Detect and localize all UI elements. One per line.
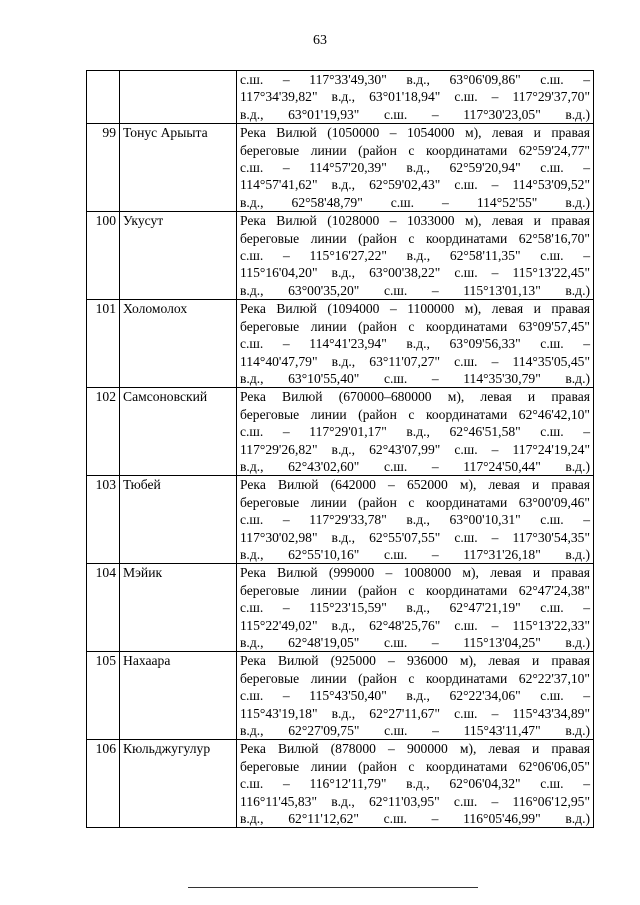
description-line: 116°11'45,83" в.д., 62°11'03,95" с.ш. – 116°06'12,95": [240, 793, 590, 809]
description-line: 117°29'26,82" в.д., 62°43'07,99" с.ш. – 117°24'19,24": [240, 441, 590, 457]
description-line: 117°30'02,98" в.д., 62°55'07,55" с.ш. – 117°30'54,35": [240, 529, 590, 545]
row-number: 100: [87, 212, 120, 300]
description-line: 115°16'04,20" в.д., 63°00'38,22" с.ш. – 115°13'22,45": [240, 265, 590, 281]
row-number: 106: [87, 740, 120, 828]
site-name: [120, 71, 237, 124]
description-line: в.д., 62°43'02,60" с.ш. – 117°24'50,44" в.д.): [240, 458, 590, 474]
description-line: с.ш. – 116°12'11,79" в.д., 62°06'04,32" с.ш. –: [240, 776, 590, 792]
row-number: 105: [87, 652, 120, 740]
description-line: Река Вилюй (1050000 – 1054000 м), левая и правая: [240, 125, 590, 141]
site-description: [237, 388, 594, 476]
description-line: 114°40'47,79" в.д., 63°11'07,27" с.ш. – 114°35'05,45": [240, 353, 590, 369]
description-line: в.д., 63°10'55,40" с.ш. – 114°35'30,79" в.д.): [240, 370, 590, 386]
description-line: в.д., 62°55'10,16" с.ш. – 117°31'26,18" в.д.): [240, 546, 590, 562]
table-row: [87, 652, 594, 740]
table-body: [87, 71, 594, 828]
site-name: Тюбей: [120, 476, 237, 564]
coordinates-table: [86, 70, 594, 828]
description-line: 114°57'41,62" в.д., 62°59'02,43" с.ш. – 114°53'09,52": [240, 177, 590, 193]
site-name: Укусут: [120, 212, 237, 300]
description-line: береговые линии (район с координатами 62°46'42,10": [240, 406, 590, 422]
description-line: Река Вилюй (670000–680000 м), левая и правая: [240, 389, 590, 405]
table-row: [87, 300, 594, 388]
site-name: Холомолох: [120, 300, 237, 388]
description-line: с.ш. – 114°57'20,39" в.д., 62°59'20,94" с.ш. –: [240, 160, 590, 176]
site-description: [237, 564, 594, 652]
description-line: с.ш. – 114°41'23,94" в.д., 63°09'56,33" с.ш. –: [240, 336, 590, 352]
site-name: Кюльджугулур: [120, 740, 237, 828]
row-number: 101: [87, 300, 120, 388]
site-description: [237, 300, 594, 388]
description-line: береговые линии (район с координатами 62°58'16,70": [240, 230, 590, 246]
table-row: [87, 71, 594, 124]
site-description: [237, 124, 594, 212]
description-line: в.д., 63°01'19,93" с.ш. – 117°30'23,05" в.д.): [240, 106, 590, 122]
description-line: береговые линии (район с координатами 62°59'24,77": [240, 142, 590, 158]
description-line: Река Вилюй (1028000 – 1033000 м), левая и правая: [240, 213, 590, 229]
row-number: 99: [87, 124, 120, 212]
description-line: береговые линии (район с координатами 63°09'57,45": [240, 318, 590, 334]
site-name: Самсоновский: [120, 388, 237, 476]
description-line: в.д., 62°58'48,79" с.ш. – 114°52'55" в.д.): [240, 194, 590, 210]
description-line: с.ш. – 117°29'33,78" в.д., 63°00'10,31" с.ш. –: [240, 512, 590, 528]
description-line: с.ш. – 115°23'15,59" в.д., 62°47'21,19" с.ш. –: [240, 600, 590, 616]
site-name: Тонус Арыыта: [120, 124, 237, 212]
row-number: 102: [87, 388, 120, 476]
bottom-rule: [188, 887, 478, 888]
site-description: [237, 652, 594, 740]
description-line: с.ш. – 115°16'27,22" в.д., 62°58'11,35" с.ш. –: [240, 248, 590, 264]
description-line: Река Вилюй (878000 – 900000 м), левая и правая: [240, 741, 590, 757]
site-name: Нахаара: [120, 652, 237, 740]
site-description: [237, 476, 594, 564]
description-line: береговые линии (район с координатами 63°00'09,46": [240, 494, 590, 510]
description-line: Река Вилюй (1094000 – 1100000 м), левая и правая: [240, 301, 590, 317]
description-line: Река Вилюй (999000 – 1008000 м), левая и правая: [240, 565, 590, 581]
description-line: в.д., 62°48'19,05" с.ш. – 115°13'04,25" в.д.): [240, 635, 590, 650]
table-row: [87, 564, 594, 652]
site-description: [237, 71, 594, 124]
description-line: береговые линии (район с координатами 62°22'37,10": [240, 670, 590, 686]
description-line: 115°43'19,18" в.д., 62°27'11,67" с.ш. – 115°43'34,89": [240, 705, 590, 721]
page-number: 63: [313, 33, 327, 48]
row-number: 104: [87, 564, 120, 652]
description-line: Река Вилюй (642000 – 652000 м), левая и правая: [240, 477, 590, 493]
row-number: 103: [87, 476, 120, 564]
description-line: береговые линии (район с координатами 62°06'06,05": [240, 758, 590, 774]
site-description: [237, 212, 594, 300]
table-row: [87, 740, 594, 828]
table-row: [87, 124, 594, 212]
description-line: береговые линии (район с координатами 62°47'24,38": [240, 582, 590, 598]
table-row: [87, 388, 594, 476]
description-line: с.ш. – 115°43'50,40" в.д., 62°22'34,06" с.ш. –: [240, 688, 590, 704]
description-line: с.ш. – 117°29'01,17" в.д., 62°46'51,58" с.ш. –: [240, 424, 590, 440]
description-line: Река Вилюй (925000 – 936000 м), левая и правая: [240, 653, 590, 669]
table-row: [87, 476, 594, 564]
description-line: в.д., 63°00'35,20" с.ш. – 115°13'01,13" в.д.): [240, 282, 590, 298]
table-row: [87, 212, 594, 300]
description-line: с.ш. – 117°33'49,30" в.д., 63°06'09,86" с.ш. –: [240, 72, 590, 87]
row-number: [87, 71, 120, 124]
site-description: [237, 740, 594, 828]
description-line: 115°22'49,02" в.д., 62°48'25,76" с.ш. – 115°13'22,33": [240, 617, 590, 633]
description-line: 117°34'39,82" в.д., 63°01'18,94" с.ш. – 117°29'37,70": [240, 89, 590, 105]
description-line: в.д., 62°11'12,62" с.ш. – 116°05'46,99" в.д.): [240, 811, 590, 827]
site-name: Мэйик: [120, 564, 237, 652]
description-line: в.д., 62°27'09,75" с.ш. – 115°43'11,47" в.д.): [240, 723, 590, 739]
